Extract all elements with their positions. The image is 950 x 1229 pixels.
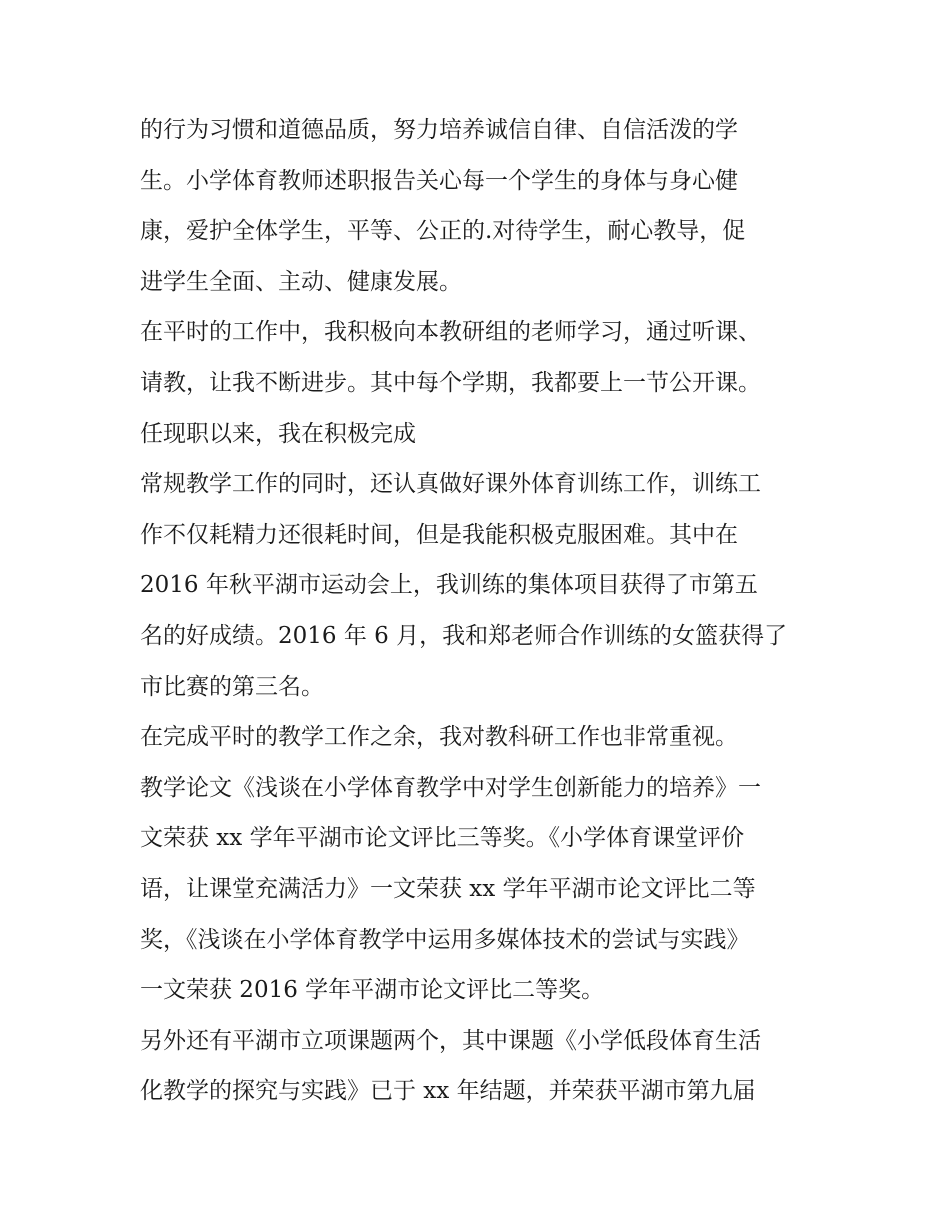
text-line-7: 任现职以来，我在积极完成 <box>140 420 416 447</box>
text-line-8: 常规教学工作的同时，还认真做好课外体育训练工作，训练工 <box>140 471 761 498</box>
text-line-9: 作不仅耗精力还很耗时间，但是我能积极克服困难。其中在 <box>140 521 738 548</box>
text-line-1: 的行为习惯和道德品质，努力培养诚信自律、自信活泼的学 <box>140 117 738 143</box>
text-line-11: 名的好成绩。2016 年 6 月，我和郑老师合作训练的女篮获得了 <box>140 622 788 649</box>
text-line-6: 请教，让我不断进步。其中每个学期，我都要上一节公开课。 <box>140 369 761 396</box>
text-line-4: 进学生全面、主动、健康发展。 <box>140 268 462 295</box>
text-line-5: 在平时的工作中，我积极向本教研组的老师学习，通过听课、 <box>140 319 761 346</box>
text-line-15: 文荣获 xx 学年平湖市论文评比三等奖。《小学体育课堂评价 <box>140 825 745 852</box>
text-line-3: 康，爱护全体学生，平等、公正的.对待学生，耐心教导，促 <box>140 218 746 245</box>
text-line-20: 化教学的探究与实践》已于 xx 年结题，并荣获平湖市第九届 <box>140 1078 756 1105</box>
text-line-16: 语，让课堂充满活力》一文荣获 xx 学年平湖市论文评比二等 <box>140 875 756 902</box>
body-text <box>140 105 820 1117</box>
text-line-19: 另外还有平湖市立项课题两个，其中课题《小学低段体育生活 <box>140 1027 761 1054</box>
text-line-12: 市比赛的第三名。 <box>140 673 324 700</box>
text-line-10: 2016 年秋平湖市运动会上，我训练的集体项目获得了市第五 <box>140 572 758 599</box>
text-line-14: 教学论文《浅谈在小学体育教学中对学生创新能力的培养》一 <box>140 774 761 801</box>
text-line-17: 奖，《浅谈在小学体育教学中运用多媒体技术的尝试与实践》 <box>140 926 750 953</box>
text-line-13: 在完成平时的教学工作之余，我对教科研工作也非常重视。 <box>140 724 738 751</box>
text-line-18: 一文荣获 2016 学年平湖市论文评比二等奖。 <box>140 977 605 1004</box>
text-line-2: 生。小学体育教师述职报告关心每一个学生的身体与身心健 <box>140 167 738 194</box>
